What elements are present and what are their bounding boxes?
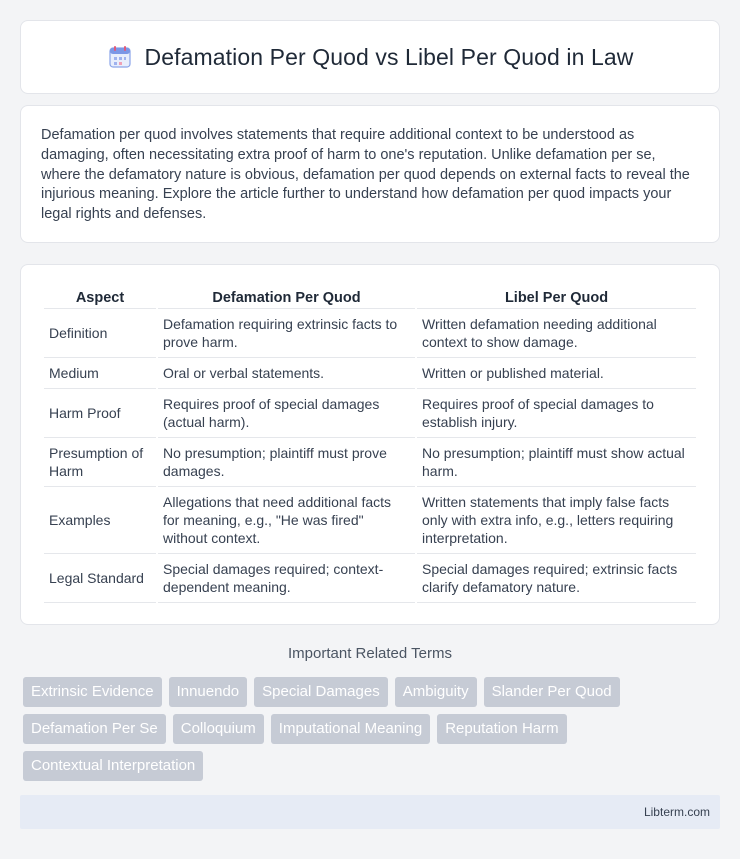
table-header-row [44,285,696,309]
title-card [20,20,720,94]
related-term-tag[interactable]: Contextual Interpretation [23,751,203,781]
calendar-icon [107,44,133,70]
table-cell: Defamation requiring extrinsic facts to prove harm. [158,309,415,358]
table-cell: Written defamation needing additional context to show damage. [417,309,696,358]
table-cell-aspect: Presumption of Harm [44,438,156,487]
table-row [44,438,696,487]
table-cell: Special damages required; context-dependent meaning. [158,554,415,603]
related-term-tag[interactable]: Ambiguity [395,677,477,707]
comparison-card [20,264,720,625]
intro-text: Defamation per quod involves statements that require additional context to be understood as damaging, often necessitating extra proof of harm to one's reputation. Unlike defamation per se, where the defamatory nature is obvious, defamation per quod depends on external facts to reveal the injurious meaning. Explore the article further to understand how defamation per quod impacts your legal rights and defenses. [41,127,690,223]
table-cell: No presumption; plaintiff must prove damages. [158,438,415,487]
table-cell: Allegations that need additional facts for meaning, e.g., "He was fired" without context. [158,487,415,554]
table-row [44,487,696,554]
table-row [44,358,696,389]
table-row [44,389,696,438]
related-term-tag[interactable]: Defamation Per Se [23,714,166,744]
table-row [44,554,696,603]
column-header-aspect: Aspect [44,285,156,309]
table-cell-aspect: Harm Proof [44,389,156,438]
related-term-tag[interactable]: Reputation Harm [437,714,566,744]
table-row [44,309,696,358]
table-cell: No presumption; plaintiff must show actual harm. [417,438,696,487]
page-title: Defamation Per Quod vs Libel Per Quod in Law [144,43,634,70]
table-cell: Written or published material. [417,358,696,389]
table-cell: Requires proof of special damages to establish injury. [417,389,696,438]
related-term-tag[interactable]: Slander Per Quod [484,677,620,707]
footer [20,795,720,829]
table-cell: Written statements that imply false facts only with extra info, e.g., letters requiring interpretation. [417,487,696,554]
related-term-tag[interactable]: Innuendo [169,677,248,707]
related-term-tag[interactable]: Extrinsic Evidence [23,677,162,707]
comparison-table [42,285,698,603]
table-cell-aspect: Medium [44,358,156,389]
table-cell-aspect: Examples [44,487,156,554]
table-cell: Special damages required; extrinsic facts clarify defamatory nature. [417,554,696,603]
table-cell: Oral or verbal statements. [158,358,415,389]
table-cell: Requires proof of special damages (actual harm). [158,389,415,438]
table-cell-aspect: Legal Standard [44,554,156,603]
related-term-tag[interactable]: Colloquium [173,714,264,744]
related-terms-title: Important Related Terms [288,645,452,662]
related-term-tag[interactable]: Special Damages [254,677,388,707]
column-header-libel: Libel Per Quod [417,285,696,309]
related-term-tag[interactable]: Imputational Meaning [271,714,430,744]
column-header-defamation: Defamation Per Quod [158,285,415,309]
footer-brand-link[interactable]: Libterm.com [643,805,710,819]
intro-card [20,105,720,243]
table-cell-aspect: Definition [44,309,156,358]
related-terms-list [23,677,723,781]
